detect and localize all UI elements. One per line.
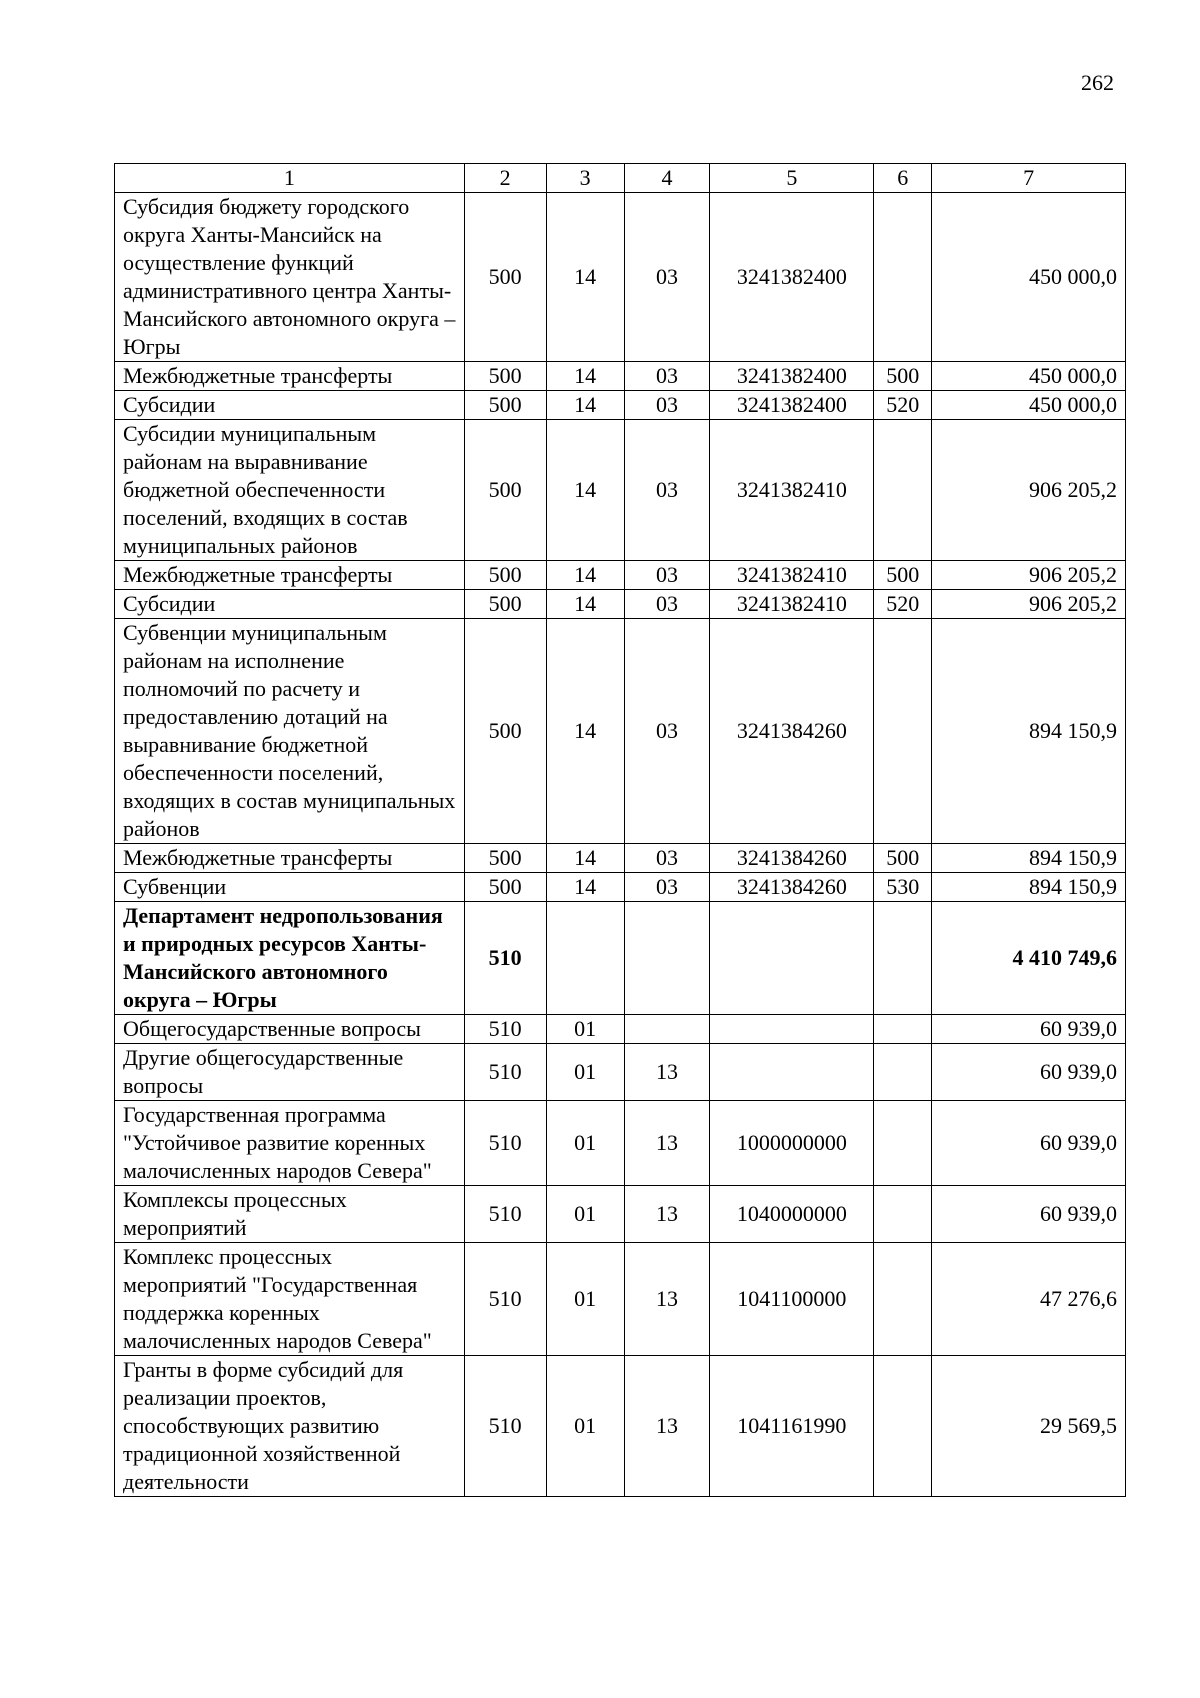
cell-col-6 — [874, 420, 932, 561]
cell-col-5: 3241384260 — [710, 619, 874, 844]
cell-col-6 — [874, 619, 932, 844]
cell-col-3: 01 — [546, 1101, 624, 1186]
table-row — [115, 1186, 1126, 1243]
cell-amount: 60 939,0 — [932, 1015, 1126, 1044]
cell-col-3: 01 — [546, 1186, 624, 1243]
cell-col-2: 500 — [464, 844, 546, 873]
table-row — [115, 1015, 1126, 1044]
cell-col-5: 3241382410 — [710, 561, 874, 590]
page-number: 262 — [1081, 70, 1114, 95]
header-col-5: 5 — [710, 164, 874, 193]
cell-col-5 — [710, 902, 874, 1015]
cell-amount: 60 939,0 — [932, 1186, 1126, 1243]
cell-col-6: 520 — [874, 391, 932, 420]
table-row — [115, 1101, 1126, 1186]
cell-amount: 47 276,6 — [932, 1243, 1126, 1356]
cell-col-2: 510 — [464, 902, 546, 1015]
cell-col-5: 3241382410 — [710, 420, 874, 561]
cell-col-5 — [710, 1015, 874, 1044]
table-row — [115, 561, 1126, 590]
cell-col-2: 510 — [464, 1186, 546, 1243]
budget-table — [114, 163, 1126, 1497]
cell-col-3: 14 — [546, 391, 624, 420]
table-row — [115, 1243, 1126, 1356]
cell-col-4 — [624, 902, 710, 1015]
cell-col-5: 3241382410 — [710, 590, 874, 619]
cell-col-2: 500 — [464, 873, 546, 902]
cell-amount: 60 939,0 — [932, 1101, 1126, 1186]
table-row — [115, 420, 1126, 561]
cell-name: Департамент недропользования и природных ресурсов Ханты-Мансийского автономного округа – Югры — [115, 902, 465, 1015]
cell-col-4: 03 — [624, 362, 710, 391]
table-row — [115, 844, 1126, 873]
table-body — [115, 193, 1126, 1497]
cell-amount: 906 205,2 — [932, 590, 1126, 619]
cell-col-4: 03 — [624, 193, 710, 362]
cell-col-2: 500 — [464, 420, 546, 561]
header-col-6: 6 — [874, 164, 932, 193]
cell-amount: 894 150,9 — [932, 844, 1126, 873]
cell-col-4: 13 — [624, 1243, 710, 1356]
cell-col-6 — [874, 1243, 932, 1356]
cell-col-3: 14 — [546, 362, 624, 391]
cell-amount: 29 569,5 — [932, 1356, 1126, 1497]
cell-col-3: 14 — [546, 619, 624, 844]
cell-col-6 — [874, 1015, 932, 1044]
cell-amount: 60 939,0 — [932, 1044, 1126, 1101]
cell-col-3: 01 — [546, 1044, 624, 1101]
cell-name: Субвенции муниципальным районам на исполнение полномочий по расчету и предоставлению дотаций на выравнивание бюджетной обеспеченности поселений, входящих в состав муниципальных районов — [115, 619, 465, 844]
cell-col-2: 500 — [464, 590, 546, 619]
cell-amount: 450 000,0 — [932, 362, 1126, 391]
cell-name: Субсидии муниципальным районам на выравнивание бюджетной обеспеченности поселений, входящих в состав муниципальных районов — [115, 420, 465, 561]
header-col-1: 1 — [115, 164, 465, 193]
cell-col-3 — [546, 902, 624, 1015]
cell-col-6 — [874, 1186, 932, 1243]
cell-col-6 — [874, 902, 932, 1015]
cell-col-6: 520 — [874, 590, 932, 619]
table-row — [115, 362, 1126, 391]
cell-col-4: 13 — [624, 1044, 710, 1101]
cell-col-5: 3241384260 — [710, 844, 874, 873]
cell-col-3: 14 — [546, 193, 624, 362]
cell-col-4: 13 — [624, 1186, 710, 1243]
table-row — [115, 193, 1126, 362]
cell-col-3: 14 — [546, 420, 624, 561]
cell-col-3: 01 — [546, 1015, 624, 1044]
header-col-4: 4 — [624, 164, 710, 193]
cell-col-4: 13 — [624, 1356, 710, 1497]
cell-col-4: 03 — [624, 391, 710, 420]
cell-col-2: 510 — [464, 1356, 546, 1497]
cell-col-6 — [874, 1356, 932, 1497]
cell-col-4: 03 — [624, 873, 710, 902]
cell-col-4: 03 — [624, 619, 710, 844]
cell-col-6 — [874, 193, 932, 362]
cell-col-5: 3241382400 — [710, 193, 874, 362]
cell-col-4: 13 — [624, 1101, 710, 1186]
cell-col-4: 03 — [624, 561, 710, 590]
cell-col-5 — [710, 1044, 874, 1101]
cell-col-3: 14 — [546, 590, 624, 619]
cell-col-5: 3241382400 — [710, 391, 874, 420]
header-col-7: 7 — [932, 164, 1126, 193]
cell-col-6 — [874, 1101, 932, 1186]
table-row — [115, 1356, 1126, 1497]
cell-col-2: 500 — [464, 561, 546, 590]
cell-name: Межбюджетные трансферты — [115, 844, 465, 873]
cell-amount: 906 205,2 — [932, 561, 1126, 590]
header-row — [115, 164, 1126, 193]
cell-name: Межбюджетные трансферты — [115, 362, 465, 391]
cell-name: Субсидии — [115, 590, 465, 619]
cell-col-6 — [874, 1044, 932, 1101]
cell-col-4 — [624, 1015, 710, 1044]
cell-amount: 450 000,0 — [932, 391, 1126, 420]
cell-col-2: 510 — [464, 1101, 546, 1186]
cell-name: Субсидии — [115, 391, 465, 420]
cell-name: Гранты в форме субсидий для реализации проектов, способствующих развитию традиционной хозяйственной деятельности — [115, 1356, 465, 1497]
cell-name: Субвенции — [115, 873, 465, 902]
cell-col-2: 510 — [464, 1015, 546, 1044]
cell-name: Межбюджетные трансферты — [115, 561, 465, 590]
cell-col-3: 01 — [546, 1243, 624, 1356]
table-row — [115, 873, 1126, 902]
cell-name: Другие общегосударственные вопросы — [115, 1044, 465, 1101]
cell-col-3: 14 — [546, 873, 624, 902]
cell-col-3: 14 — [546, 561, 624, 590]
cell-amount: 894 150,9 — [932, 619, 1126, 844]
cell-col-6: 530 — [874, 873, 932, 902]
cell-col-5: 1041161990 — [710, 1356, 874, 1497]
cell-amount: 4 410 749,6 — [932, 902, 1126, 1015]
table-row — [115, 1044, 1126, 1101]
cell-col-5: 3241384260 — [710, 873, 874, 902]
table-row — [115, 902, 1126, 1015]
cell-name: Комплекс процессных мероприятий "Государственная поддержка коренных малочисленных народов Севера" — [115, 1243, 465, 1356]
cell-col-2: 500 — [464, 391, 546, 420]
header-col-3: 3 — [546, 164, 624, 193]
cell-col-2: 510 — [464, 1044, 546, 1101]
cell-col-4: 03 — [624, 590, 710, 619]
cell-col-2: 500 — [464, 193, 546, 362]
cell-col-6: 500 — [874, 561, 932, 590]
cell-name: Субсидия бюджету городского округа Ханты-Мансийск на осуществление функций административного центра Ханты-Мансийского автономного округа – Югры — [115, 193, 465, 362]
cell-amount: 894 150,9 — [932, 873, 1126, 902]
cell-amount: 906 205,2 — [932, 420, 1126, 561]
cell-col-5: 1041100000 — [710, 1243, 874, 1356]
cell-col-6: 500 — [874, 844, 932, 873]
table-row — [115, 619, 1126, 844]
cell-col-2: 510 — [464, 1243, 546, 1356]
cell-col-2: 500 — [464, 362, 546, 391]
cell-amount: 450 000,0 — [932, 193, 1126, 362]
header-col-2: 2 — [464, 164, 546, 193]
cell-col-5: 1000000000 — [710, 1101, 874, 1186]
cell-name: Государственная программа "Устойчивое развитие коренных малочисленных народов Севера" — [115, 1101, 465, 1186]
cell-col-3: 14 — [546, 844, 624, 873]
cell-col-5: 3241382400 — [710, 362, 874, 391]
cell-name: Общегосударственные вопросы — [115, 1015, 465, 1044]
cell-col-6: 500 — [874, 362, 932, 391]
cell-name: Комплексы процессных мероприятий — [115, 1186, 465, 1243]
cell-col-4: 03 — [624, 844, 710, 873]
cell-col-2: 500 — [464, 619, 546, 844]
cell-col-4: 03 — [624, 420, 710, 561]
cell-col-5: 1040000000 — [710, 1186, 874, 1243]
cell-col-3: 01 — [546, 1356, 624, 1497]
table-row — [115, 590, 1126, 619]
table-row — [115, 391, 1126, 420]
